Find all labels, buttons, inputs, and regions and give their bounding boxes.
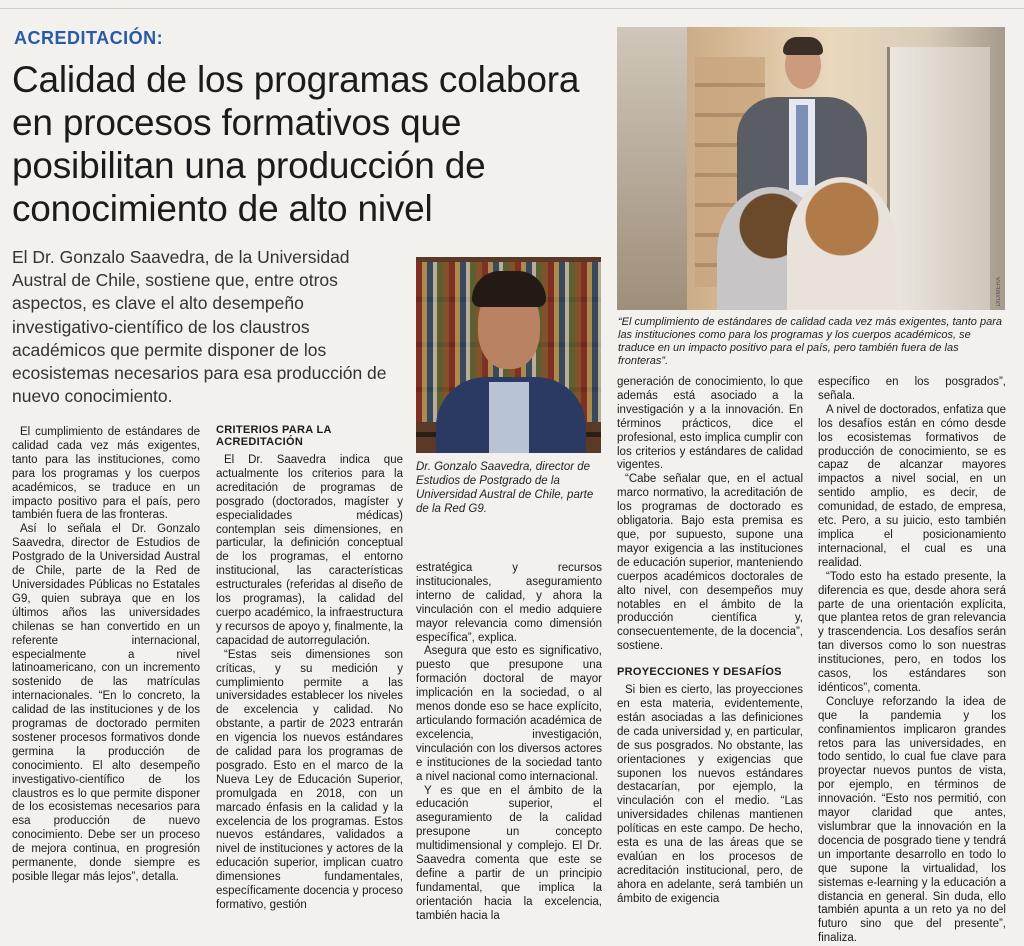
paragraph: El Dr. Saavedra indica que actualmente los criterios para la acreditación de programas de posgrado (doctorados, magíster y especialidades médicas) contemplan seis dimensiones, en particular, la definición conceptual de los programas, el entorno institucional, las características estructurales (referidas al diseño de los programas), la calidad del cuerpo académico, la infraestructura y recursos de apoyo y, finalmente, la capacidad de autorregulación. [216,454,403,647]
article-column-5 [818,376,1006,946]
paragraph: estratégica y recursos institucionales, aseguramiento interno de calidad, y ahora la vinculación con el medio adquiere mayor relevancia como dimensión específica”, explica. [416,562,602,644]
audience-member [787,177,897,310]
paragraph: Si bien es cierto, las proyecciones en esta materia, evidentemente, están asociadas a las definiciones de cada universidad y, en particular, de sus posgrados. No obstante, las orientaciones y exigencias que suponen los nuevos estándares destacarían, por ejemplo, la vinculación con el medio. “Las universidades chilenas mantienen políticas en este campo. De hecho, esta es una de las áreas que se evalúan en los procesos de acreditación institucional, pero, de ahora en adelante, será también un ámbito de exigencia [617,684,803,905]
subheading-criterios: CRITERIOS PARA LA ACREDITACIÓN [216,424,332,448]
deck: El Dr. Gonzalo Saavedra, de la Universidad Austral de Chile, sostiene que, entre otros aspectos, es clave el alto desempeño investigativo-científico de los claustros académicos que permite disponer de los ecosistemas necesarios para esa producción de nuevo conocimiento. [12,247,387,407]
photo-window [617,27,687,310]
paragraph: Así lo señala el Dr. Gonzalo Saavedra, director de Estudios de Postgrado de la Universidad Austral de Chile, parte de la Red de Universidades Públicas no Estatales G9, quien subraya que en los últimos años las universidades chilenas se han convertido en un referente internacional, especialmente a nivel latinoamericano, con un incremento sostenido de las matrículas internacionales. “En lo concreto, la calidad de las instituciones y de los programas de doctorado permiten sostener procesos formativos donde germina la producción de conocimiento. El alto desempeño investigativo-científico de los claustros es lo que permite disponer de los ecosistemas necesarios para esa producción de nuevo conocimiento. Debe ser un proceso de mejora continua, en progresión permanente, donde siempre es posible llegar más lejos”, detalla. [12,523,200,883]
portrait-photo [416,257,601,453]
article-column-1 [12,426,200,885]
headline: Calidad de los programas colabora en procesos formativos que posibilitan una producción de conocimiento de alto nivel [12,59,580,229]
paragraph: Y es que en el ámbito de la educación superior, el aseguramiento de la calidad presupone un concepto multidimensional y complejo. El Dr. Saavedra comenta que este se define a partir de un principio fundamental, que implica la orientación hacia la excelencia, también hacia la [416,784,602,922]
paragraph: “Cabe señalar que, en el actual marco normativo, la acreditación de los programas de doctorado es obligatoria. Bajo esta premisa es que, por supuesto, supone una mayor exigencia a las instituciones de educación superior, manteniendo cuerpos académicos doctorales de alto nivel, con desempeños muy notables en el ámbito de la producción científica y, consecuentemente, de la docencia”, sostiene. [617,473,803,653]
speaker-hair [783,37,823,55]
main-photo [617,27,1005,310]
article-column-2 [216,424,403,913]
paragraph: “Todo esto ha estado presente, la diferencia es que, desde ahora será parte de una orientación explícita, que plantea retos de gran relevancia y trascendencia. Los desafíos serán tan diversos como lo son nuestras instituciones, pero, en todos los casos, los estándares son idénticos”, comenta. [818,570,1006,694]
paragraph: Concluye reforzando la idea de que la pandemia y los confinamientos implicaron grandes retos para las universidades, en todo sentido, lo cual fue clave para proyectar nuevos puntos de vista, por ejemplo, en términos de innovación. “Esto nos permitió, con mayor claridad que antes, vislumbrar que la innovación en la docencia de posgrado tiene y tendrá un importante desarrollo en todo lo que supone la virtualidad, los sistemas e-learning y la educación a distancia en general. Sin duda, ello también apunta a un reto ya no del futuro sino que del presente”, finaliza. [818,695,1006,945]
photo-glass-door [887,47,990,310]
article-column-4 [617,376,803,907]
section-kicker: ACREDITACIÓN: [14,28,164,48]
paragraph: A nivel de doctorados, enfatiza que los desafíos están en cómo desde los ecosistemas formativos de producción de conocimiento, se es capaz de alcanzar mayores impactos a nivel social, en un sentido amplio, es decir, de comunidad, de estado, de empresa, etc. Pero, a su juicio, esto también implica el posicionamiento internacional, el cual es una realidad. [818,403,1006,569]
subheading-proyecciones: PROYECCIONES Y DESAFÍOS [617,666,782,679]
portrait-shirt [489,382,529,453]
paragraph: generación de conocimiento, lo que además está asociado a la investigación y a la innovación. En términos prácticos, dice el profesional, esto implica cumplir con los criterios y estándares de calidad vigentes. [617,376,803,472]
paragraph: El cumplimiento de estándares de calidad cada vez más exigentes, tanto para las instituciones, como para los programas y los cuerpos académicos, se traduce en un impacto positivo para el país, pero también fuera de las fronteras. [12,426,200,522]
paragraph: específico en los posgrados”, señala. [818,376,1006,402]
speaker-tie [796,105,808,185]
portrait-hair [472,271,546,307]
article-column-3 [416,562,602,924]
top-rule [0,8,1024,9]
main-photo-caption: “El cumplimiento de estándares de calidad cada vez más exigentes, tanto para las instituciones como para los programas y los cuerpos académicos, se traduce en un impacto positivo para el país, pero también fuera de las fronteras”. [618,316,1002,367]
portrait-caption: Dr. Gonzalo Saavedra, director de Estudios de Postgrado de la Universidad Austral de Chile, parte de la Red G9. [416,461,594,515]
paragraph: Asegura que esto es significativo, puesto que presupone una formación doctoral de mayor implicación en la sociedad, o al menos donde eso se hace explícito, articulando formación académica de excelencia, investigación, vinculación con los diversos actores e instituciones de la sociedad tanto a nivel nacional como internacional. [416,645,602,783]
paragraph: “Estas seis dimensiones son críticas, y su medición y cumplimiento permite a las universidades establecer los niveles de excelencia y calidad. No obstante, a partir de 2023 entrarán en vigencia los nuevos estándares de calidad para los programas de posgrado. Esto en el marco de la Nueva Ley de Educación Superior, promulgada en 2018, con un marcado énfasis en la calidad y la excelencia de los programas. Estos nuevos estándares, validados a nivel de instituciones y actores de la educación superior, implican cuatro dimensiones fundamentales, específicamente docencia y proceso formativo, gestión [216,648,403,911]
photo-credit: DIDIMERA [996,277,1002,307]
